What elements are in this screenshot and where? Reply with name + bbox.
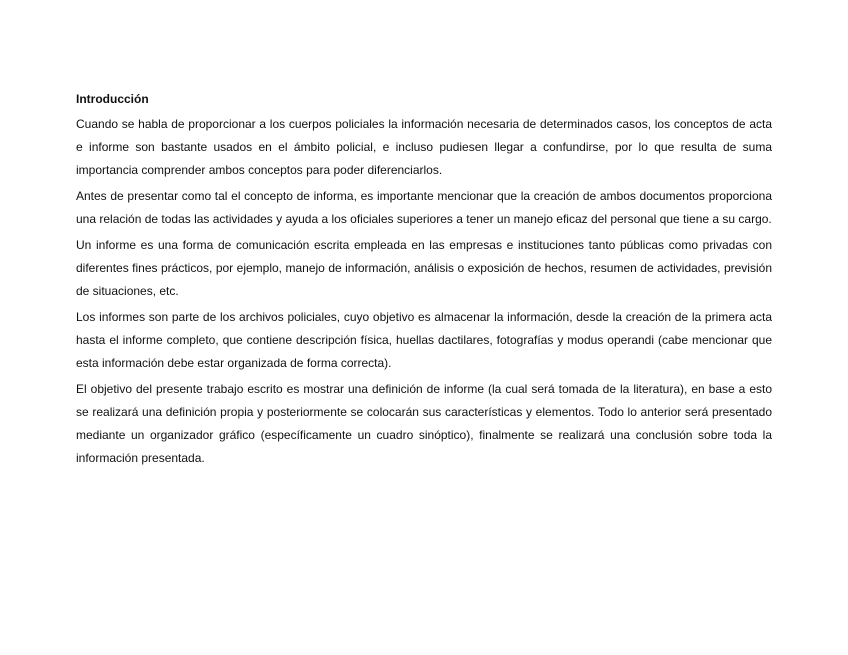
paragraph: Los informes son parte de los archivos policiales, cuyo objetivo es almacenar la información, desde la creación de la primera acta hasta el informe completo, que contiene descripción física, huellas dactilares, fotografías y modus operandi (cabe mencionar que esta información debe estar organizada de forma correcta).	[76, 310, 772, 370]
paragraph: Cuando se habla de proporcionar a los cuerpos policiales la información necesaria de determinados casos, los conceptos de acta e informe son bastante usados en el ámbito policial, e incluso pudiesen llegar a confundirse, por lo que resulta de suma importancia comprender ambos conceptos para poder diferenciarlos.	[76, 117, 772, 177]
paragraph: El objetivo del presente trabajo escrito es mostrar una definición de informe (la cual será tomada de la literatura), en base a esto se realizará una definición propia y posteriormente se colocarán sus características y elementos. Todo lo anterior será presentado mediante un organizador gráfico (específicamente un cuadro sinóptico), finalmente se realizará una conclusión sobre toda la información presentada.	[76, 382, 772, 465]
paragraph: Antes de presentar como tal el concepto de informa, es importante mencionar que la creación de ambos documentos proporciona una relación de todas las actividades y ayuda a los oficiales superiores a tener un manejo eficaz del personal que tiene a su cargo.	[76, 189, 772, 226]
section-heading: Introducción	[76, 92, 149, 106]
document-body	[76, 89, 772, 473]
paragraph: Un informe es una forma de comunicación escrita empleada en las empresas e instituciones tanto públicas como privadas con diferentes fines prácticos, por ejemplo, manejo de información, análisis o exposición de hechos, resumen de actividades, previsión de situaciones, etc.	[76, 238, 772, 298]
